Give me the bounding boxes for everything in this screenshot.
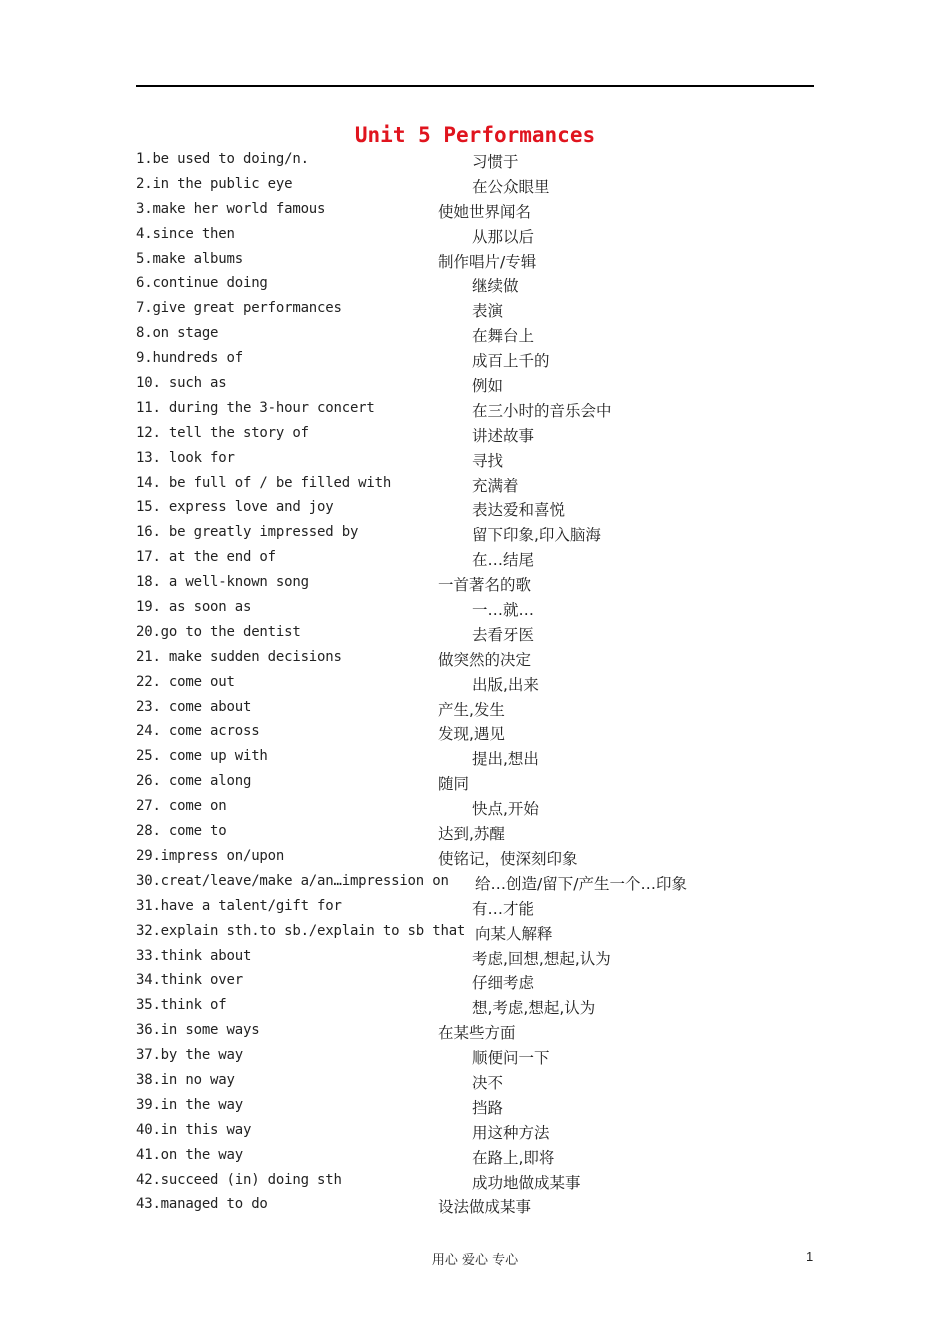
list-item xyxy=(136,150,836,175)
phrase-english: 20.go to the dentist xyxy=(136,623,301,640)
document-title: Unit 5 Performances xyxy=(354,123,596,147)
phrase-english: 27. come on xyxy=(136,798,227,815)
phrase-chinese: 在路上,即将 xyxy=(472,1148,555,1167)
list-item xyxy=(136,548,836,573)
list-item xyxy=(136,971,836,996)
phrase-english: 39.in the way xyxy=(136,1096,243,1113)
list-item xyxy=(136,399,836,424)
vocabulary-list xyxy=(136,150,836,1220)
phrase-english: 19. as soon as xyxy=(136,599,252,616)
list-item xyxy=(136,200,836,225)
phrase-english: 29.impress on/upon xyxy=(136,847,285,864)
list-item xyxy=(136,1096,836,1121)
phrase-english: 32.explain sth.to sb./explain to sb that xyxy=(136,922,466,939)
phrase-chinese: 制作唱片/专辑 xyxy=(438,252,537,271)
list-item xyxy=(136,922,836,947)
list-item xyxy=(136,947,836,972)
phrase-english: 22. come out xyxy=(136,673,235,690)
phrase-chinese: 充满着 xyxy=(472,476,519,495)
list-item xyxy=(136,897,836,922)
phrase-chinese: 有…才能 xyxy=(472,899,535,918)
list-item xyxy=(136,374,836,399)
phrase-english: 17. at the end of xyxy=(136,549,276,566)
phrase-chinese: 随同 xyxy=(438,775,470,794)
phrase-chinese: 使铭记，使深刻印象 xyxy=(438,849,578,868)
phrase-english: 12. tell the story of xyxy=(136,424,309,441)
phrase-chinese: 一首著名的歌 xyxy=(438,576,532,595)
list-item xyxy=(136,449,836,474)
phrase-english: 16. be greatly impressed by xyxy=(136,524,359,541)
phrase-english: 7.give great performances xyxy=(136,300,342,317)
list-item xyxy=(136,648,836,673)
phrase-chinese: 考虑,回想,想起,认为 xyxy=(472,949,611,968)
list-item xyxy=(136,175,836,200)
list-item xyxy=(136,299,836,324)
phrase-english: 6.continue doing xyxy=(136,275,268,292)
phrase-english: 9.hundreds of xyxy=(136,350,243,367)
phrase-chinese: 顺便问一下 xyxy=(472,1049,550,1068)
list-item xyxy=(136,1146,836,1171)
list-item xyxy=(136,573,836,598)
phrase-english: 31.have a talent/gift for xyxy=(136,897,342,914)
list-item xyxy=(136,250,836,275)
phrase-chinese: 表达爱和喜悦 xyxy=(472,501,566,520)
phrase-chinese: 习惯于 xyxy=(472,153,519,171)
page-number: 1 xyxy=(806,1249,814,1264)
phrase-chinese: 成功地做成某事 xyxy=(472,1173,581,1192)
phrase-chinese: 在公众眼里 xyxy=(472,177,550,196)
list-item xyxy=(136,324,836,349)
list-item xyxy=(136,225,836,250)
list-item xyxy=(136,1021,836,1046)
phrase-chinese: 寻找 xyxy=(472,451,504,470)
phrase-english: 33.think about xyxy=(136,947,252,964)
phrase-english: 21. make sudden decisions xyxy=(136,648,342,665)
phrase-english: 26. come along xyxy=(136,773,252,790)
list-item xyxy=(136,772,836,797)
list-item xyxy=(136,673,836,698)
phrase-english: 40.in this way xyxy=(136,1121,252,1138)
phrase-english: 23. come about xyxy=(136,698,252,715)
list-item xyxy=(136,1171,836,1196)
list-item xyxy=(136,349,836,374)
phrase-english: 28. come to xyxy=(136,823,227,840)
phrase-chinese: 产生,发生 xyxy=(438,700,505,719)
phrase-chinese: 去看牙医 xyxy=(472,625,535,644)
list-item xyxy=(136,747,836,772)
phrase-chinese: 一…就… xyxy=(472,601,535,620)
phrase-english: 4.since then xyxy=(136,225,235,242)
phrase-chinese: 从那以后 xyxy=(472,227,535,246)
phrase-english: 35.think of xyxy=(136,997,227,1014)
phrase-english: 1.be used to doing/n. xyxy=(136,151,309,167)
phrase-english: 36.in some ways xyxy=(136,1022,260,1039)
phrase-chinese: 仔细考虑 xyxy=(472,974,535,993)
phrase-english: 38.in no way xyxy=(136,1071,235,1088)
list-item xyxy=(136,1046,836,1071)
phrase-chinese: 留下印象,印入脑海 xyxy=(472,526,601,545)
phrase-chinese: 给…创造/留下/产生一个…印象 xyxy=(475,874,687,893)
list-item xyxy=(136,722,836,747)
list-item xyxy=(136,1071,836,1096)
header-rule xyxy=(136,85,814,87)
list-item xyxy=(136,822,836,847)
phrase-english: 25. come up with xyxy=(136,748,268,765)
phrase-chinese: 在…结尾 xyxy=(472,551,535,570)
phrase-english: 13. look for xyxy=(136,449,235,466)
phrase-chinese: 达到,苏醒 xyxy=(438,825,505,844)
phrase-chinese: 继续做 xyxy=(472,277,519,296)
phrase-english: 10. such as xyxy=(136,375,227,392)
phrase-chinese: 做突然的决定 xyxy=(438,650,532,669)
phrase-chinese: 决不 xyxy=(472,1073,504,1092)
phrase-english: 43.managed to do xyxy=(136,1196,268,1213)
list-item xyxy=(136,498,836,523)
phrase-chinese: 出版,出来 xyxy=(472,675,539,694)
phrase-chinese: 设法做成某事 xyxy=(438,1198,532,1217)
list-item xyxy=(136,847,836,872)
phrase-english: 24. come across xyxy=(136,723,260,740)
phrase-english: 11. during the 3-hour concert xyxy=(136,399,375,416)
list-item xyxy=(136,474,836,499)
phrase-english: 15. express love and joy xyxy=(136,499,334,516)
list-item xyxy=(136,996,836,1021)
phrase-chinese: 讲述故事 xyxy=(472,426,535,445)
phrase-chinese: 成百上千的 xyxy=(472,352,550,371)
phrase-english: 3.make her world famous xyxy=(136,200,326,217)
phrase-english: 37.by the way xyxy=(136,1047,243,1064)
list-item xyxy=(136,698,836,723)
list-item xyxy=(136,1195,836,1220)
phrase-english: 8.on stage xyxy=(136,325,219,342)
phrase-chinese: 挡路 xyxy=(472,1098,504,1117)
list-item xyxy=(136,424,836,449)
phrase-english: 41.on the way xyxy=(136,1146,243,1163)
phrase-chinese: 在某些方面 xyxy=(438,1024,516,1043)
phrase-english: 14. be full of / be filled with xyxy=(136,474,392,491)
phrase-english: 30.creat/leave/make a/an…impression on xyxy=(136,872,449,889)
phrase-chinese: 提出,想出 xyxy=(472,750,539,769)
phrase-chinese: 发现,遇见 xyxy=(438,725,505,744)
list-item xyxy=(136,274,836,299)
phrase-english: 18. a well-known song xyxy=(136,574,309,591)
phrase-chinese: 使她世界闻名 xyxy=(438,202,532,221)
phrase-english: 5.make albums xyxy=(136,250,243,267)
phrase-chinese: 快点,开始 xyxy=(472,800,539,819)
phrase-chinese: 表演 xyxy=(472,302,504,321)
list-item xyxy=(136,623,836,648)
list-item xyxy=(136,523,836,548)
list-item xyxy=(136,1121,836,1146)
phrase-chinese: 用这种方法 xyxy=(472,1123,550,1142)
list-item xyxy=(136,797,836,822)
phrase-chinese: 在三小时的音乐会中 xyxy=(472,401,612,420)
phrase-english: 34.think over xyxy=(136,972,243,989)
phrase-english: 42.succeed (in) doing sth xyxy=(136,1171,342,1188)
footer-motto: 用心 爱心 专心 xyxy=(431,1253,519,1268)
list-item xyxy=(136,872,836,897)
phrase-chinese: 向某人解释 xyxy=(475,924,553,943)
phrase-english: 2.in the public eye xyxy=(136,175,293,192)
list-item xyxy=(136,598,836,623)
phrase-chinese: 在舞台上 xyxy=(472,327,535,346)
phrase-chinese: 例如 xyxy=(472,377,504,396)
phrase-chinese: 想,考虑,想起,认为 xyxy=(472,999,596,1018)
